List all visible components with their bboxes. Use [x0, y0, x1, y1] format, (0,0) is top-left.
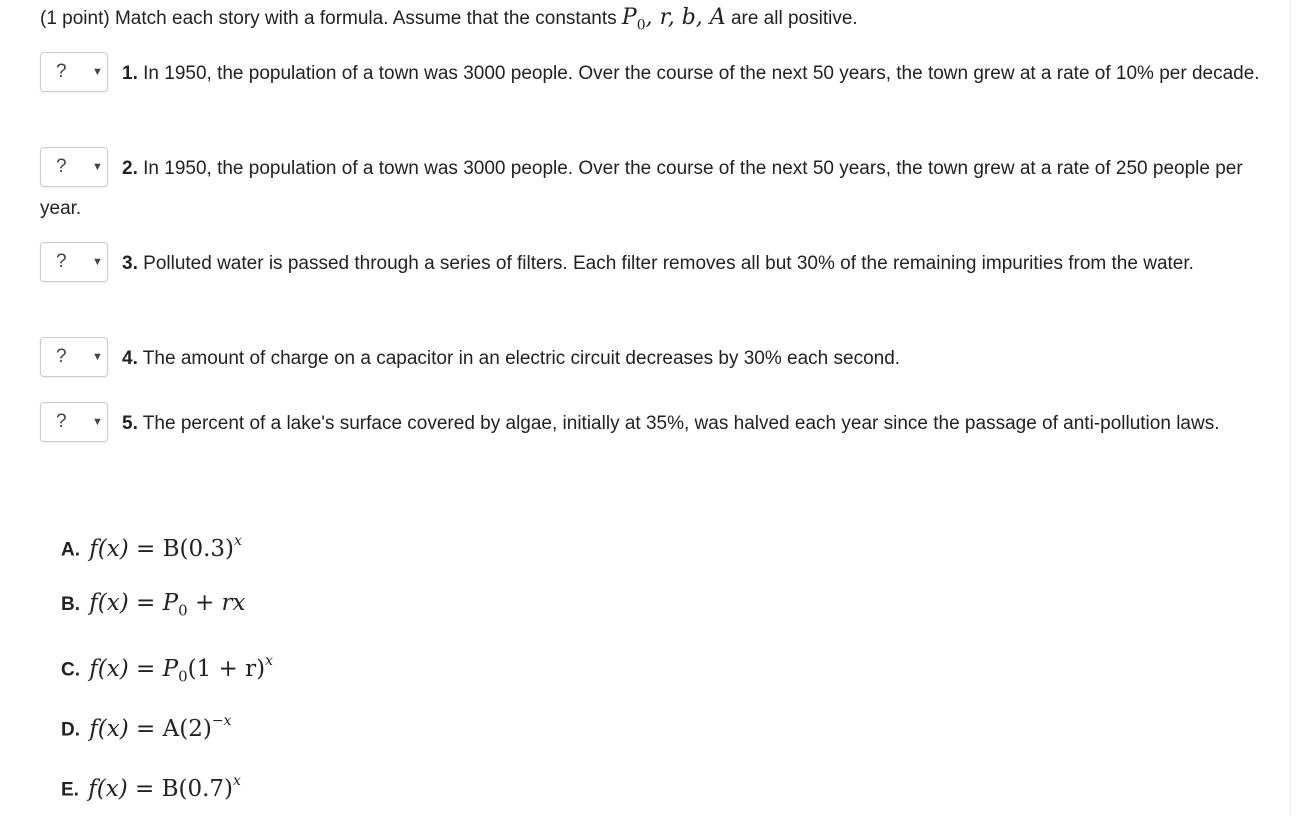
answer-select-5[interactable] [40, 402, 108, 442]
formula-option-c [61, 649, 273, 690]
formula-option-b [61, 589, 246, 625]
story-number: 5. [122, 413, 138, 435]
formula: $f(x) = A(2)^{-x}$ [89, 713, 232, 742]
select-value: ? [56, 346, 67, 367]
option-letter: A. [61, 539, 80, 561]
constants-list: $P_0$, r, b, A [621, 5, 726, 34]
formula: $f(x) = P_0(1 + r)^x$ [89, 653, 274, 686]
option-letter: D. [61, 719, 80, 741]
story-number: 2. [122, 158, 138, 180]
chevron-down-icon: ▼ [92, 351, 103, 363]
story-item-4 [40, 339, 1270, 379]
formula: $f(x) = B(0.3)^x$ [89, 533, 242, 562]
story-text: The percent of a lake's surface covered by algae, initially at 35%, was halved each year since the passage of anti-pollution laws. [142, 413, 1220, 435]
select-value: ? [56, 61, 67, 82]
story-number: 1. [122, 63, 138, 85]
answer-select-4[interactable] [40, 337, 108, 377]
formula-option-a [61, 529, 242, 565]
chevron-down-icon: ▼ [92, 161, 103, 173]
header-text: (1 point) Match each story with a formula. Assume that the constants [40, 8, 617, 29]
header-suffix: are all positive. [730, 8, 858, 29]
answer-select-1[interactable] [40, 52, 108, 92]
story-item-1 [40, 54, 1270, 94]
answer-select-2[interactable] [40, 147, 108, 187]
formula: $f(x) = P_0$ + rx [89, 590, 246, 620]
story-item-3 [40, 244, 1270, 284]
story-text: In 1950, the population of a town was 3000 people. Over the course of the next 50 years, the town grew at a rate of 10% per decade. [143, 63, 1260, 85]
story-text: Polluted water is passed through a series of filters. Each filter removes all but 30% of the remaining impurities from the water. [143, 253, 1194, 275]
chevron-down-icon: ▼ [92, 66, 103, 78]
chevron-down-icon: ▼ [92, 416, 103, 428]
select-value: ? [56, 411, 67, 432]
story-number: 3. [122, 253, 138, 275]
divider [1290, 0, 1291, 816]
formula-option-d [61, 709, 231, 745]
story-number: 4. [122, 348, 138, 370]
problem-header [40, 6, 858, 37]
story-text: In 1950, the population of a town was 3000 people. Over the course of the next 50 years, the town grew at a rate of 250 people per year. [40, 158, 1243, 219]
formula: $f(x) = B(0.7)^x$ [88, 773, 241, 802]
option-letter: B. [61, 594, 80, 615]
select-value: ? [56, 156, 67, 177]
answer-select-3[interactable] [40, 242, 108, 282]
story-text: The amount of charge on a capacitor in an electric circuit decreases by 30% each second. [142, 348, 901, 370]
chevron-down-icon: ▼ [92, 256, 103, 268]
option-letter: C. [61, 659, 80, 681]
story-item-5 [40, 404, 1270, 444]
story-item-2 [40, 149, 1270, 228]
select-value: ? [56, 251, 67, 272]
option-letter: E. [61, 779, 79, 801]
formula-option-e [61, 769, 241, 805]
